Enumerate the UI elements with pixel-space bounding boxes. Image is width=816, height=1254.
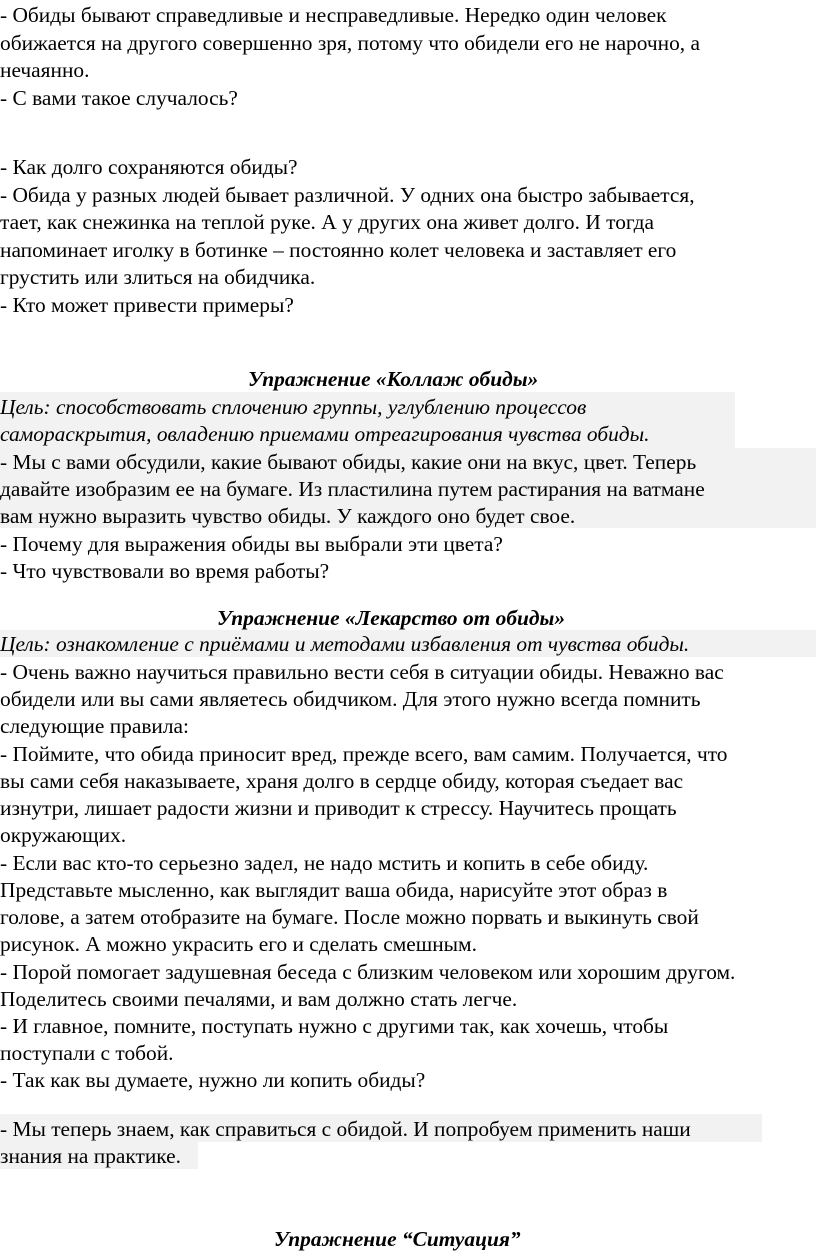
paragraph-line: обижается на другого совершенно зря, потому что обидели его не нарочно, а <box>0 31 700 55</box>
paragraph-line: - Мы теперь знаем, как справиться с обидой. И попробуем применить наши <box>0 1117 691 1141</box>
paragraph-line: тает, как снежинка на теплой руке. А у других она живет долго. И тогда <box>0 210 654 234</box>
paragraph-line: изнутри, лишает радости жизни и приводит к стрессу. Научитесь прощать <box>0 796 677 820</box>
paragraph-line: - Так как вы думаете, нужно ли копить обиды? <box>0 1068 426 1092</box>
paragraph-line: - С вами такое случалось? <box>0 86 238 110</box>
paragraph-line: напоминает иголку в ботинке – постоянно колет человека и заставляет его <box>0 238 677 262</box>
paragraph-line: - Обиды бывают справедливые и несправедливые. Нередко один человек <box>0 3 667 27</box>
paragraph-line: - Порой помогает задушевная беседа с близким человеком или хорошим другом. <box>0 960 736 984</box>
paragraph-line: поступали с тобой. <box>0 1041 174 1065</box>
paragraph-line: - Если вас кто-то серьезно задел, не надо мстить и копить в себе обиду. <box>0 851 649 875</box>
paragraph-line: - Почему для выражения обиды вы выбрали эти цвета? <box>0 532 503 556</box>
paragraph-line: - Поймите, что обида приносит вред, прежде всего, вам самим. Получается, что <box>0 742 728 766</box>
paragraph-line: вам нужно выразить чувство обиды. У каждого оно будет свое. <box>0 504 576 528</box>
exercise-heading-collage: Упражнение «Коллаж обиды» <box>248 367 539 391</box>
paragraph-line: окружающих. <box>0 823 127 847</box>
paragraph-line: - Что чувствовали во время работы? <box>0 559 330 583</box>
paragraph-line: обидели или вы сами являетесь обидчиком. Для этого нужно всегда помнить <box>0 687 701 711</box>
paragraph-line: знания на практике. <box>0 1144 182 1168</box>
exercise-goal-line: Цель: способствовать сплочению группы, углублению процессов <box>0 395 587 419</box>
exercise-heading-situation: Упражнение “Ситуация” <box>274 1227 521 1251</box>
paragraph-line: Поделитесь своими печалями, и вам должно стать легче. <box>0 987 518 1011</box>
paragraph-line: грустить или злиться на обидчика. <box>0 265 316 289</box>
paragraph-line: следующие правила: <box>0 714 189 738</box>
paragraph-line: вы сами себя наказываете, храня долго в сердце обиду, которая съедает вас <box>0 769 684 793</box>
paragraph-line: давайте изобразим ее на бумаге. Из пластилина путем растирания на ватмане <box>0 477 705 501</box>
paragraph-line: - Кто может привести примеры? <box>0 293 294 317</box>
paragraph-line: голове, а затем отобразите на бумаге. После можно порвать и выкинуть свой <box>0 905 699 929</box>
paragraph-line: нечаянно. <box>0 58 90 82</box>
exercise-goal-line: Цель: ознакомление с приёмами и методами избавления от чувства обиды. <box>0 632 690 656</box>
paragraph-line: - И главное, помните, поступать нужно с другими так, как хочешь, чтобы <box>0 1014 669 1038</box>
paragraph-line: - Мы с вами обсудили, какие бывают обиды, какие они на вкус, цвет. Теперь <box>0 450 697 474</box>
paragraph-line: - Обида у разных людей бывает различной. У одних она быстро забывается, <box>0 183 695 207</box>
exercise-heading-remedy: Упражнение «Лекарство от обиды» <box>217 606 566 630</box>
paragraph-line: рисунок. А можно украсить его и сделать смешным. <box>0 932 477 956</box>
paragraph-line: - Очень важно научиться правильно вести себя в ситуации обиды. Неважно вас <box>0 660 724 684</box>
paragraph-line: - Как долго сохраняются обиды? <box>0 155 298 179</box>
exercise-goal-line: самораскрытия, овладению приемами отреагирования чувства обиды. <box>0 422 650 446</box>
paragraph-line: Представьте мысленно, как выглядит ваша обида, нарисуйте этот образ в <box>0 878 668 902</box>
